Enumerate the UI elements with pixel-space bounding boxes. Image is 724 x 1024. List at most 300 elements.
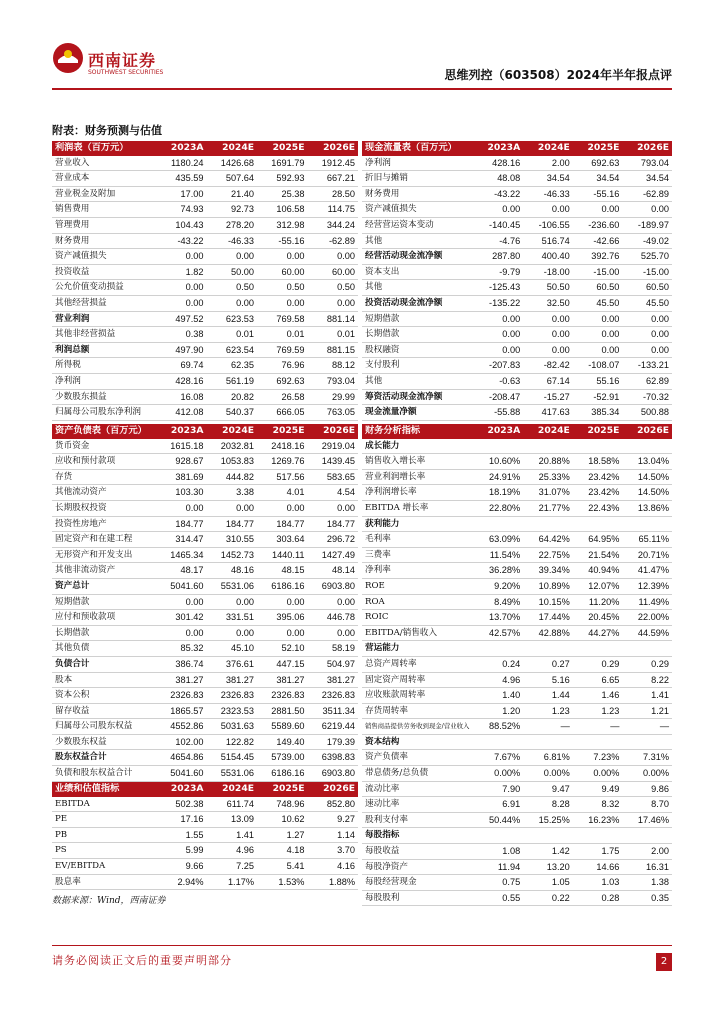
value-cell: -52.91 bbox=[573, 389, 623, 405]
value-cell: 0.00 bbox=[307, 625, 358, 641]
table-row bbox=[362, 781, 672, 797]
value-cell: 48.08 bbox=[474, 171, 524, 187]
row-label: 应付和预收款项 bbox=[52, 610, 156, 626]
value-cell: 1.55 bbox=[156, 827, 206, 843]
value-cell: 13.86% bbox=[622, 500, 672, 516]
value-cell: 28.50 bbox=[307, 186, 358, 202]
row-label: 营运能力 bbox=[362, 641, 474, 657]
value-cell: 287.80 bbox=[474, 249, 524, 265]
value-cell: -70.32 bbox=[622, 389, 672, 405]
value-cell: 8.28 bbox=[523, 797, 573, 813]
row-label: 利润总额 bbox=[52, 342, 156, 358]
value-cell: 444.82 bbox=[207, 469, 257, 485]
value-cell: 6186.16 bbox=[257, 766, 307, 782]
value-cell: 106.58 bbox=[257, 202, 307, 218]
value-cell: 2919.04 bbox=[307, 439, 358, 454]
value-cell: 6.91 bbox=[474, 797, 524, 813]
value-cell: 0.00 bbox=[474, 342, 524, 358]
value-cell: 0.00 bbox=[207, 500, 257, 516]
value-cell: 881.15 bbox=[307, 342, 358, 358]
value-cell: 8.22 bbox=[622, 672, 672, 688]
value-cell: 2326.83 bbox=[156, 688, 206, 704]
row-label: 其他非经营损益 bbox=[52, 327, 156, 343]
value-cell: 22.80% bbox=[474, 500, 524, 516]
value-cell bbox=[622, 734, 672, 750]
row-label: 其他 bbox=[362, 280, 474, 296]
value-cell: 1440.11 bbox=[257, 547, 307, 563]
table-header-row bbox=[52, 141, 358, 156]
value-cell: 48.15 bbox=[257, 563, 307, 579]
value-cell: 17.16 bbox=[156, 812, 206, 828]
value-cell: 5041.60 bbox=[156, 766, 206, 782]
table-row bbox=[362, 656, 672, 672]
value-cell: 0.29 bbox=[573, 656, 623, 672]
value-cell: 92.73 bbox=[207, 202, 257, 218]
column-header: 2023A bbox=[156, 424, 206, 439]
value-cell: -140.45 bbox=[474, 217, 524, 233]
header-divider bbox=[52, 88, 672, 90]
value-cell: 17.44% bbox=[523, 610, 573, 626]
row-label: 投资收益 bbox=[52, 264, 156, 280]
value-cell: 1.75 bbox=[573, 844, 623, 860]
value-cell: -55.16 bbox=[573, 186, 623, 202]
value-cell: 5.16 bbox=[523, 672, 573, 688]
value-cell: -55.88 bbox=[474, 405, 524, 421]
column-header: 2023A bbox=[156, 141, 206, 156]
table-row bbox=[362, 890, 672, 906]
value-cell: 0.50 bbox=[257, 280, 307, 296]
value-cell: 1.88% bbox=[307, 874, 358, 890]
logo-emblem-icon bbox=[52, 42, 84, 74]
value-cell: 611.74 bbox=[207, 797, 257, 812]
value-cell: 5531.06 bbox=[207, 766, 257, 782]
value-cell: 428.16 bbox=[156, 373, 206, 389]
value-cell: 344.24 bbox=[307, 217, 358, 233]
row-label: 归属母公司股东净利润 bbox=[52, 405, 156, 421]
value-cell: 14.50% bbox=[622, 469, 672, 485]
column-header: 2026E bbox=[622, 141, 672, 156]
table-row bbox=[52, 843, 358, 859]
value-cell: 381.27 bbox=[207, 672, 257, 688]
table-row bbox=[362, 625, 672, 641]
value-cell: -62.89 bbox=[307, 233, 358, 249]
row-label: 资产减值损失 bbox=[52, 249, 156, 265]
row-label: 营业利润 bbox=[52, 311, 156, 327]
column-header: 2024E bbox=[523, 141, 573, 156]
table-row bbox=[362, 249, 672, 265]
value-cell: 392.76 bbox=[573, 249, 623, 265]
value-cell: 1.40 bbox=[474, 688, 524, 704]
value-cell: -133.21 bbox=[622, 358, 672, 374]
company-logo bbox=[52, 42, 164, 82]
value-cell: 881.14 bbox=[307, 311, 358, 327]
value-cell: 3.70 bbox=[307, 843, 358, 859]
value-cell: 1.41 bbox=[207, 827, 257, 843]
value-cell: 20.71% bbox=[622, 547, 672, 563]
financial-ratios-panel bbox=[362, 424, 672, 906]
value-cell: 1269.76 bbox=[257, 454, 307, 470]
value-cell: 516.74 bbox=[523, 233, 573, 249]
row-label: 每股股利 bbox=[362, 890, 474, 906]
value-cell: 69.74 bbox=[156, 358, 206, 374]
row-label: 应收账款周转率 bbox=[362, 688, 474, 704]
value-cell: 76.96 bbox=[257, 358, 307, 374]
value-cell: 1426.68 bbox=[207, 156, 257, 171]
value-cell: 7.31% bbox=[622, 750, 672, 766]
value-cell: -135.22 bbox=[474, 295, 524, 311]
table-row bbox=[362, 532, 672, 548]
value-cell: 1865.57 bbox=[156, 703, 206, 719]
row-label: 存货周转率 bbox=[362, 703, 474, 719]
value-cell: 0.00 bbox=[307, 500, 358, 516]
value-cell: 278.20 bbox=[207, 217, 257, 233]
section-title: 附表：财务预测与估值 bbox=[52, 124, 162, 137]
value-cell: 9.86 bbox=[622, 781, 672, 797]
value-cell: -15.27 bbox=[523, 389, 573, 405]
value-cell: 385.34 bbox=[573, 405, 623, 421]
value-cell: 20.82 bbox=[207, 389, 257, 405]
income-statement-panel bbox=[52, 141, 358, 421]
value-cell bbox=[474, 734, 524, 750]
value-cell: 0.00 bbox=[207, 295, 257, 311]
value-cell: 623.53 bbox=[207, 311, 257, 327]
table-title-cell: 现金流量表（百万元） bbox=[362, 141, 474, 156]
row-label: 带息债务/总负债 bbox=[362, 766, 474, 782]
value-cell: 0.00 bbox=[156, 249, 206, 265]
value-cell: 60.50 bbox=[622, 280, 672, 296]
value-cell: 0.00 bbox=[207, 625, 257, 641]
row-label: 股东权益合计 bbox=[52, 750, 156, 766]
value-cell: 17.00 bbox=[156, 186, 206, 202]
logo-text-en: SOUTHWEST SECURITIES bbox=[88, 69, 164, 76]
value-cell: 20.88% bbox=[523, 454, 573, 470]
value-cell: 88.12 bbox=[307, 358, 358, 374]
value-cell: 0.00 bbox=[257, 500, 307, 516]
value-cell: 0.00 bbox=[573, 342, 623, 358]
row-label: EBITDA/销售收入 bbox=[362, 625, 474, 641]
value-cell: 5739.00 bbox=[257, 750, 307, 766]
row-label: 其他流动资产 bbox=[52, 485, 156, 501]
value-cell: 310.55 bbox=[207, 532, 257, 548]
value-cell: 0.00 bbox=[523, 202, 573, 218]
value-cell: -55.16 bbox=[257, 233, 307, 249]
table-row bbox=[362, 358, 672, 374]
value-cell: 104.43 bbox=[156, 217, 206, 233]
table-row bbox=[52, 578, 358, 594]
row-label: 资本支出 bbox=[362, 264, 474, 280]
row-label: 营业成本 bbox=[52, 171, 156, 187]
row-label: 少数股东权益 bbox=[52, 734, 156, 750]
value-cell: 0.24 bbox=[474, 656, 524, 672]
value-cell: 2323.53 bbox=[207, 703, 257, 719]
value-cell: -62.89 bbox=[622, 186, 672, 202]
value-cell: 5041.60 bbox=[156, 578, 206, 594]
value-cell: 0.27 bbox=[523, 656, 573, 672]
row-label: 资本结构 bbox=[362, 734, 474, 750]
value-cell: — bbox=[523, 719, 573, 735]
value-cell: 13.04% bbox=[622, 454, 672, 470]
value-cell bbox=[622, 641, 672, 657]
table-row bbox=[52, 358, 358, 374]
value-cell: 11.20% bbox=[573, 594, 623, 610]
table-row bbox=[362, 859, 672, 875]
value-cell: 0.00 bbox=[622, 327, 672, 343]
value-cell: 184.77 bbox=[257, 516, 307, 532]
value-cell bbox=[523, 734, 573, 750]
value-cell: 0.00% bbox=[474, 766, 524, 782]
value-cell: 36.28% bbox=[474, 563, 524, 579]
row-label: 营业税金及附加 bbox=[52, 186, 156, 202]
value-cell: 32.50 bbox=[523, 295, 573, 311]
row-label: 每股收益 bbox=[362, 844, 474, 860]
value-cell: 1439.45 bbox=[307, 454, 358, 470]
column-header: 2026E bbox=[622, 424, 672, 439]
table-row bbox=[362, 439, 672, 454]
value-cell: 0.00 bbox=[257, 249, 307, 265]
footer-disclaimer: 请务必阅读正文后的重要声明部分 bbox=[52, 954, 232, 967]
row-label: ROE bbox=[362, 578, 474, 594]
value-cell: 1.08 bbox=[474, 844, 524, 860]
table-row bbox=[52, 656, 358, 672]
value-cell: 10.15% bbox=[523, 594, 573, 610]
row-label: 净利率 bbox=[362, 563, 474, 579]
table-row bbox=[362, 311, 672, 327]
column-header: 2025E bbox=[257, 782, 307, 797]
value-cell: -46.33 bbox=[523, 186, 573, 202]
row-label: 其他非流动资产 bbox=[52, 563, 156, 579]
value-cell: 179.39 bbox=[307, 734, 358, 750]
value-cell: — bbox=[622, 719, 672, 735]
table-row bbox=[52, 233, 358, 249]
value-cell: 1.03 bbox=[573, 875, 623, 891]
value-cell: 48.17 bbox=[156, 563, 206, 579]
value-cell: 13.70% bbox=[474, 610, 524, 626]
column-header: 2026E bbox=[307, 424, 358, 439]
value-cell: 666.05 bbox=[257, 405, 307, 421]
row-label: 股利支付率 bbox=[362, 812, 474, 828]
value-cell: 12.39% bbox=[622, 578, 672, 594]
row-label: 毛利率 bbox=[362, 532, 474, 548]
value-cell: 4654.86 bbox=[156, 750, 206, 766]
row-label: 股本 bbox=[52, 672, 156, 688]
column-header: 2026E bbox=[307, 141, 358, 156]
column-header: 2023A bbox=[474, 141, 524, 156]
report-title: 思维列控（603508）2024年半年报点评 bbox=[444, 68, 672, 82]
row-label: 净利润 bbox=[52, 373, 156, 389]
value-cell: 303.64 bbox=[257, 532, 307, 548]
value-cell: 1615.18 bbox=[156, 439, 206, 454]
value-cell: 60.00 bbox=[257, 264, 307, 280]
table-row bbox=[52, 342, 358, 358]
table-row bbox=[362, 703, 672, 719]
value-cell: 50.00 bbox=[207, 264, 257, 280]
value-cell: 114.75 bbox=[307, 202, 358, 218]
value-cell: 85.32 bbox=[156, 641, 206, 657]
table-row bbox=[362, 156, 672, 171]
value-cell: 6398.83 bbox=[307, 750, 358, 766]
value-cell: 14.50% bbox=[622, 485, 672, 501]
row-label: 资产负债率 bbox=[362, 750, 474, 766]
value-cell: 435.59 bbox=[156, 171, 206, 187]
value-cell: 11.49% bbox=[622, 594, 672, 610]
table-row bbox=[362, 516, 672, 532]
value-cell: 13.09 bbox=[207, 812, 257, 828]
table-row bbox=[52, 750, 358, 766]
table-row bbox=[52, 734, 358, 750]
row-label: 存货 bbox=[52, 469, 156, 485]
table-row bbox=[362, 688, 672, 704]
value-cell: -106.55 bbox=[523, 217, 573, 233]
table-row bbox=[52, 594, 358, 610]
row-label: 长期股权投资 bbox=[52, 500, 156, 516]
value-cell: 22.43% bbox=[573, 500, 623, 516]
value-cell: 0.38 bbox=[156, 327, 206, 343]
value-cell: 0.00 bbox=[257, 295, 307, 311]
value-cell: 48.16 bbox=[207, 563, 257, 579]
value-cell: 381.69 bbox=[156, 469, 206, 485]
value-cell: 1.23 bbox=[523, 703, 573, 719]
value-cell: 42.57% bbox=[474, 625, 524, 641]
value-cell: 0.00 bbox=[622, 342, 672, 358]
value-cell: 184.77 bbox=[156, 516, 206, 532]
column-header: 2024E bbox=[207, 141, 257, 156]
value-cell: 1.05 bbox=[523, 875, 573, 891]
table-row bbox=[362, 594, 672, 610]
value-cell: -236.60 bbox=[573, 217, 623, 233]
row-label: 资产总计 bbox=[52, 578, 156, 594]
value-cell: — bbox=[573, 719, 623, 735]
table-row bbox=[362, 875, 672, 891]
value-cell bbox=[523, 641, 573, 657]
table-row bbox=[362, 766, 672, 782]
value-cell: 1.42 bbox=[523, 844, 573, 860]
value-cell: 65.11% bbox=[622, 532, 672, 548]
value-cell: 4.96 bbox=[207, 843, 257, 859]
value-cell: 1.20 bbox=[474, 703, 524, 719]
value-cell: 18.19% bbox=[474, 485, 524, 501]
row-label: 所得税 bbox=[52, 358, 156, 374]
table-row bbox=[362, 342, 672, 358]
value-cell: 0.50 bbox=[207, 280, 257, 296]
table-title-cell: 财务分析指标 bbox=[362, 424, 474, 439]
row-label: PE bbox=[52, 812, 156, 828]
value-cell: 44.27% bbox=[573, 625, 623, 641]
value-cell: 0.55 bbox=[474, 890, 524, 906]
table-row bbox=[362, 264, 672, 280]
column-header: 2023A bbox=[474, 424, 524, 439]
value-cell: 0.00 bbox=[523, 327, 573, 343]
value-cell: 692.63 bbox=[257, 373, 307, 389]
value-cell: 12.07% bbox=[573, 578, 623, 594]
row-label: 获利能力 bbox=[362, 516, 474, 532]
value-cell: 0.00 bbox=[622, 311, 672, 327]
table-title-cell: 业绩和估值指标 bbox=[52, 782, 156, 797]
value-cell: 0.00% bbox=[622, 766, 672, 782]
value-cell: -4.76 bbox=[474, 233, 524, 249]
value-cell: 0.00 bbox=[474, 311, 524, 327]
row-label: 财务费用 bbox=[52, 233, 156, 249]
value-cell: 64.95% bbox=[573, 532, 623, 548]
value-cell: 1.17% bbox=[207, 874, 257, 890]
value-cell: -18.00 bbox=[523, 264, 573, 280]
value-cell: 667.21 bbox=[307, 171, 358, 187]
value-cell: 7.67% bbox=[474, 750, 524, 766]
value-cell bbox=[474, 641, 524, 657]
row-label: 财务费用 bbox=[362, 186, 474, 202]
value-cell: 44.59% bbox=[622, 625, 672, 641]
value-cell: 1912.45 bbox=[307, 156, 358, 171]
value-cell: 184.77 bbox=[207, 516, 257, 532]
value-cell: 24.91% bbox=[474, 469, 524, 485]
value-cell: 60.00 bbox=[307, 264, 358, 280]
value-cell: 184.77 bbox=[307, 516, 358, 532]
table-row bbox=[362, 797, 672, 813]
value-cell: -189.97 bbox=[622, 217, 672, 233]
value-cell: 11.54% bbox=[474, 547, 524, 563]
value-cell: 2.94% bbox=[156, 874, 206, 890]
value-cell: 769.59 bbox=[257, 342, 307, 358]
value-cell: 18.58% bbox=[573, 454, 623, 470]
table-header-row bbox=[52, 424, 358, 439]
value-cell: 45.10 bbox=[207, 641, 257, 657]
row-label: 公允价值变动损益 bbox=[52, 280, 156, 296]
value-cell: 22.00% bbox=[622, 610, 672, 626]
footer-divider bbox=[52, 945, 672, 946]
value-cell: 6219.44 bbox=[307, 719, 358, 735]
value-cell: -42.66 bbox=[573, 233, 623, 249]
balance-sheet-table bbox=[52, 424, 358, 782]
table-row bbox=[52, 500, 358, 516]
table-row bbox=[52, 610, 358, 626]
value-cell: 34.54 bbox=[523, 171, 573, 187]
value-cell: 9.49 bbox=[573, 781, 623, 797]
value-cell: 13.20 bbox=[523, 859, 573, 875]
row-label: 负债合计 bbox=[52, 656, 156, 672]
value-cell: 314.47 bbox=[156, 532, 206, 548]
table-row bbox=[362, 672, 672, 688]
value-cell: 25.38 bbox=[257, 186, 307, 202]
table-row bbox=[52, 485, 358, 501]
row-label: 管理费用 bbox=[52, 217, 156, 233]
table-row bbox=[362, 578, 672, 594]
row-label: 投资性房地产 bbox=[52, 516, 156, 532]
value-cell: 1.82 bbox=[156, 264, 206, 280]
table-row bbox=[52, 373, 358, 389]
value-cell: 0.00 bbox=[156, 594, 206, 610]
value-cell: 7.23% bbox=[573, 750, 623, 766]
value-cell: 0.01 bbox=[307, 327, 358, 343]
value-cell: 0.35 bbox=[622, 890, 672, 906]
row-label: 少数股东损益 bbox=[52, 389, 156, 405]
value-cell: 62.35 bbox=[207, 358, 257, 374]
value-cell: 23.42% bbox=[573, 469, 623, 485]
value-cell: 50.44% bbox=[474, 812, 524, 828]
value-cell: 8.32 bbox=[573, 797, 623, 813]
value-cell: 447.15 bbox=[257, 656, 307, 672]
value-cell: 417.63 bbox=[523, 405, 573, 421]
value-cell: 26.58 bbox=[257, 389, 307, 405]
row-label: EV/EBITDA bbox=[52, 858, 156, 874]
income-statement-table bbox=[52, 141, 358, 421]
value-cell: 381.27 bbox=[307, 672, 358, 688]
row-label: 短期借款 bbox=[362, 311, 474, 327]
table-row bbox=[362, 610, 672, 626]
table-row bbox=[52, 532, 358, 548]
value-cell: 0.29 bbox=[622, 656, 672, 672]
value-cell: 34.54 bbox=[573, 171, 623, 187]
row-label: 每股指标 bbox=[362, 828, 474, 844]
value-cell: -43.22 bbox=[156, 233, 206, 249]
